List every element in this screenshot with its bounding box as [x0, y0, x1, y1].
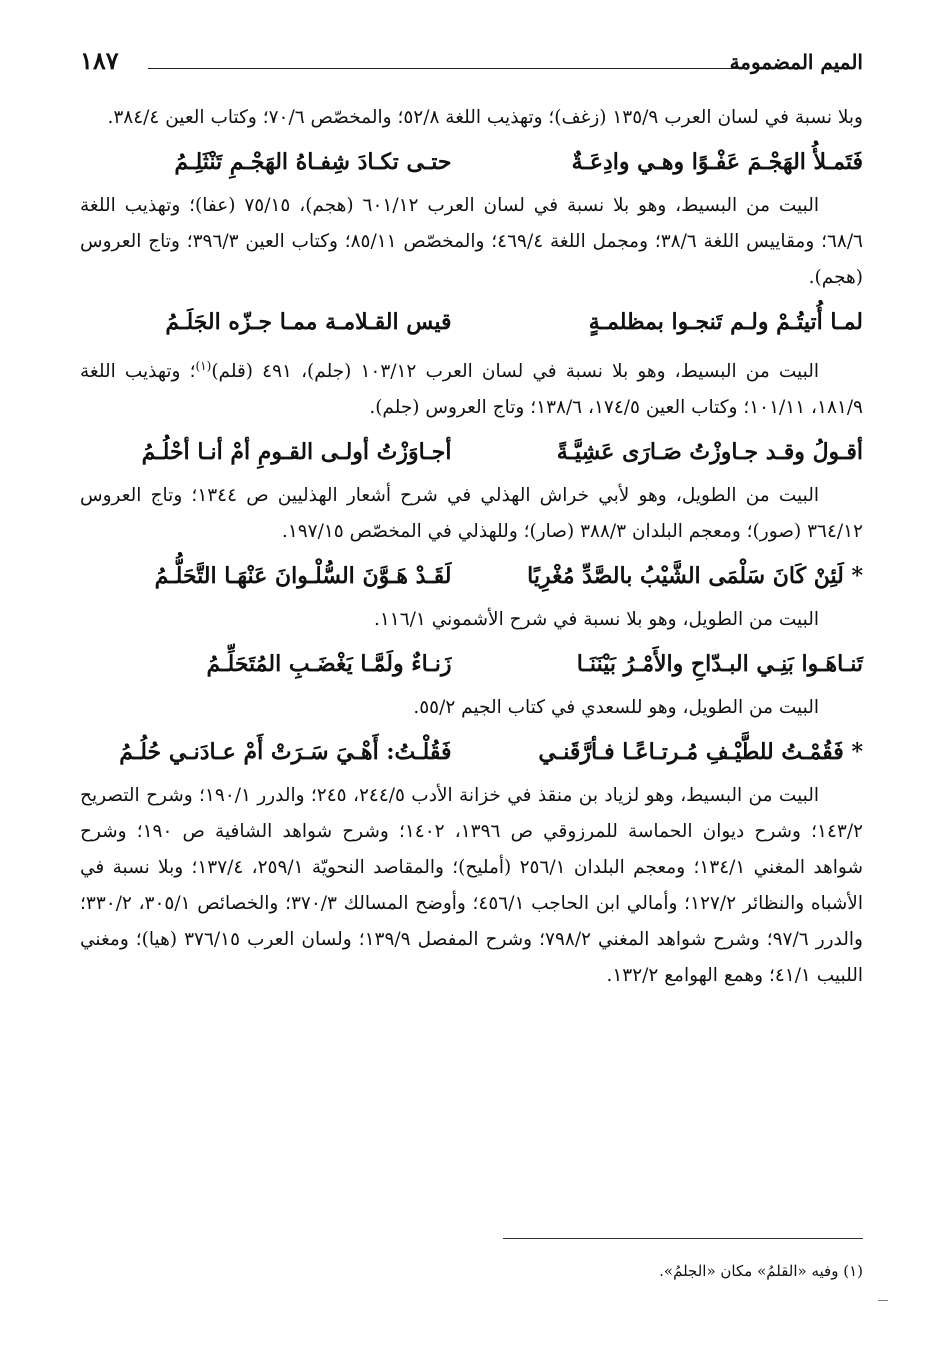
verse-second-hemistich: زَنـاءٌ ولَمَّـا يَغْضَـبِ المُتَحَلِّـمُ [206, 651, 452, 678]
verse-second-hemistich: لَقَـدْ هَـوَّنَ السُّلْـوانَ عَنْهَـا التَّحَلُّـمُ [154, 563, 452, 590]
verse-first-hemistich: فَتَمـلأُ الهَجْـمَ عَفْـوًا وهـي وادِعَـةٌ [571, 149, 863, 175]
verse-first-hemistich: * فَقُمْـتُ للطَّيْـفِ مُـرتـاعًـا فـأرَّقَنـي [538, 739, 863, 766]
verse-first-hemistich: لمـا أُتيتُـمْ ولـم تَنجـوا بمظلمـةٍ [588, 309, 863, 335]
verse-commentary: البيت من البسيط، وهو بلا نسبة في لسان العرب ٦٠١/١٢ (هجم)، ٧٥/١٥ (عفا)؛ وتهذيب اللغة ٦٨/٦؛ ومقاييس اللغة ٣٨/٦؛ ومجمل اللغة ٤٦٩/٤؛ والمخصّص ٨٥/١١؛ وكتاب العين ٣٩٦/٣؛ وتاج العروس (هجم). [80, 195, 863, 288]
verse-first-hemistich: * لَئِنْ كَانَ سَلْمَى الشَّيْبُ بالصَّدِّ مُغْرِيًا [527, 563, 863, 590]
verse-line [80, 426, 863, 478]
verse-second-hemistich: قيس القـلامـة ممـا جـزّه الجَلَـمُ [165, 309, 452, 335]
verse-second-hemistich: أجـاوَزْتُ أولـى القـومِ أمْ أنـا أحْلُـمُ [141, 439, 452, 466]
commentary-text-cont: ؛ وتهذيب اللغة ١٨١/٩، ١٠١/١١؛ وكتاب العين ١٧٤/٥، ١٣٨/٦؛ وتاج العروس (جلم). [80, 361, 863, 419]
footnote-marker[interactable]: (١) [195, 359, 212, 373]
verse-commentary: البيت من الطويل، وهو لأبي خراش الهذلي في شرح أشعار الهذليين ص ١٣٤٤؛ وتاج العروس ٣٦٤/١٢ (صور)؛ ومعجم البلدان ٣٨٨/٣ (صار)؛ وللهذلي في المخصّص ١٩٧/١٥. [80, 485, 863, 543]
page-number: ١٨٧ [80, 46, 119, 75]
verse-second-hemistich: فَقُلْـتُ: أَهْـيَ سَـرَتْ أَمْ عـادَنـي حُلُـمُ [119, 739, 452, 766]
verse-first-hemistich: أقـولُ وقـد جـاوزْتُ صَـارَى عَشِيَّـةً [556, 439, 863, 466]
running-title: الميم المضمومة [729, 50, 863, 74]
verse-line [80, 638, 863, 690]
verse-second-hemistich: حتـى تكـادَ شِفـاهُ الهَجْـمِ تَنْثَلِـمُ [174, 149, 452, 175]
verse-line [80, 296, 863, 348]
verse-commentary: البيت من البسيط، وهو لزياد بن منقذ في خزانة الأدب ٢٤٤/٥، ٢٤٥؛ والدرر ١٩٠/١؛ وشرح التصريح ١٤٣/٢؛ وشرح ديوان الحماسة للمرزوقي ص ١٣٩٦، ١٤٠٢؛ وشرح شواهد الشافية ص ١٩٠؛ وشرح شواهد المغني ١٣٤/١؛ ومعجم البلدان ٢٥٦/١ (أمليح)؛ والمقاصد النحويّة ٢٥٩/١، ١٣٧/٤؛ وبلا نسبة في الأشباه والنظائر ١٢٧/٢؛ وأمالي ابن الحاجب ٤٥٦/١؛ وأوضح المسالك ٣٧٠/٣؛ والخصائص ٣٠٥/١، ٣٣٠/٢؛ والدرر ٩٧/٦؛ وشرح شواهد المغني ٧٩٨/٢؛ وشرح المفصل ١٣٩/٩؛ ولسان العرب ٣٧٦/١٥ (هيا)؛ ومغني اللبيب ٤١/١؛ وهمع الهوامع ١٣٢/٢. [80, 785, 863, 987]
verse-commentary: البيت من الطويل، وهو بلا نسبة في شرح الأشموني ١١٦/١. [373, 609, 819, 631]
footnote: (١) وفيه «القلمُ» مكان «الجلمُ». [659, 1262, 863, 1280]
page-edge-mark [878, 1300, 888, 1301]
page-body [80, 100, 863, 994]
page-header [80, 44, 863, 84]
verse-line [80, 136, 863, 188]
commentary-text: البيت من البسيط، وهو بلا نسبة في لسان العرب ١٠٣/١٢ (جلم)، ٤٩١ (قلم) [211, 361, 819, 383]
header-rule [148, 68, 745, 69]
verse-line [80, 726, 863, 778]
verse-line [80, 550, 863, 602]
paragraph-continuation: وبلا نسبة في لسان العرب ١٣٥/٩ (زغف)؛ وتهذيب اللغة ٥٢/٨؛ والمخصّص ٧٠/٦؛ وكتاب العين ٣٨٤/٤. [107, 107, 863, 128]
footnote-rule [503, 1238, 863, 1239]
verse-commentary: البيت من الطويل، وهو للسعدي في كتاب الجيم ٥٥/٢. [413, 697, 819, 719]
verse-first-hemistich: تَنـاهَـوا بَنِـي البـدّاحِ والأَمْـرُ بَيْنَنَـا [576, 651, 863, 678]
verse-commentary [80, 348, 863, 426]
